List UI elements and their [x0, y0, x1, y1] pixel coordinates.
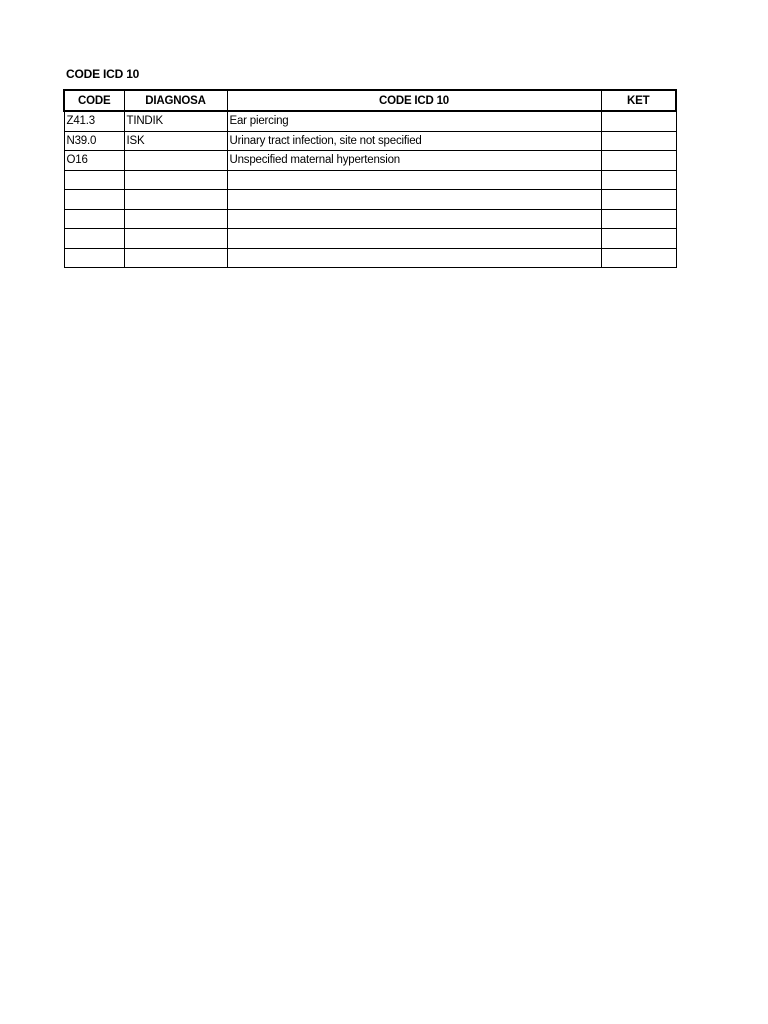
table-row [64, 170, 676, 190]
cell-code [64, 209, 124, 229]
cell-description: Ear piercing [227, 111, 601, 131]
cell-diagnosa: ISK [124, 131, 227, 151]
header-diagnosa: DIAGNOSA [124, 90, 227, 111]
cell-description [227, 190, 601, 210]
cell-ket [601, 190, 676, 210]
cell-diagnosa [124, 229, 227, 249]
table-row [64, 209, 676, 229]
cell-ket [601, 170, 676, 190]
cell-description [227, 170, 601, 190]
cell-ket [601, 151, 676, 171]
cell-ket [601, 209, 676, 229]
cell-code [64, 190, 124, 210]
cell-diagnosa [124, 170, 227, 190]
table-row [64, 131, 676, 151]
cell-diagnosa [124, 190, 227, 210]
cell-description: Unspecified maternal hypertension [227, 151, 601, 171]
cell-diagnosa: TINDIK [124, 111, 227, 131]
table-header-row [64, 90, 676, 111]
sheet-title: CODE ICD 10 [66, 67, 140, 81]
cell-code [64, 248, 124, 268]
table-row [64, 229, 676, 249]
cell-diagnosa [124, 248, 227, 268]
icd-code-table [63, 89, 677, 268]
cell-description [227, 209, 601, 229]
cell-ket [601, 229, 676, 249]
cell-description: Urinary tract infection, site not specified [227, 131, 601, 151]
cell-diagnosa [124, 209, 227, 229]
cell-code: N39.0 [64, 131, 124, 151]
cell-diagnosa [124, 151, 227, 171]
table-row [64, 151, 676, 171]
cell-code [64, 170, 124, 190]
header-ket: KET [601, 90, 676, 111]
cell-description [227, 248, 601, 268]
table-row [64, 190, 676, 210]
cell-description [227, 229, 601, 249]
cell-ket [601, 248, 676, 268]
table-row [64, 248, 676, 268]
cell-code: O16 [64, 151, 124, 171]
cell-code [64, 229, 124, 249]
header-description: CODE ICD 10 [227, 90, 601, 111]
cell-code: Z41.3 [64, 111, 124, 131]
cell-ket [601, 111, 676, 131]
cell-ket [601, 131, 676, 151]
table-row [64, 111, 676, 131]
header-code: CODE [64, 90, 124, 111]
